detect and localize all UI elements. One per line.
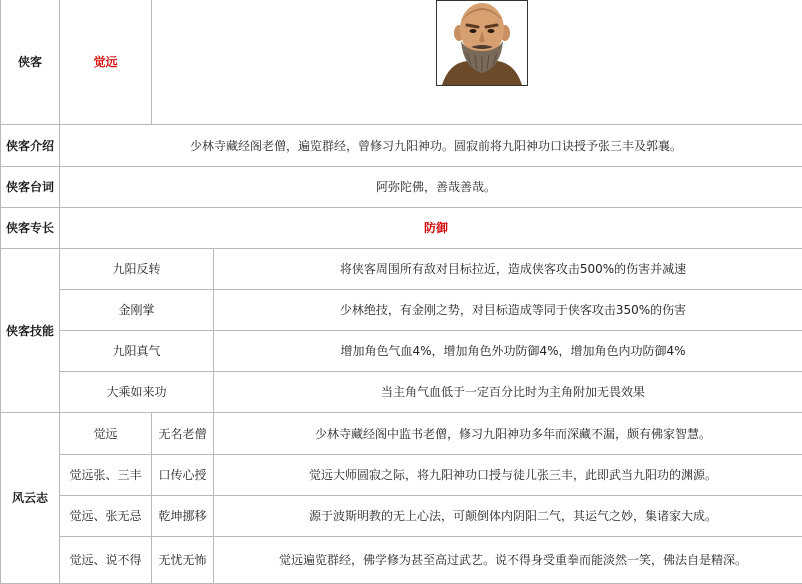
quote-label: 侠客台词 bbox=[1, 167, 60, 208]
specialty-row bbox=[1, 208, 802, 249]
intro-row bbox=[1, 125, 802, 167]
fengyun-desc: 觉远大师圆寂之际，将九阳神功口授与徒儿张三丰，此即武当九阳功的渊源。 bbox=[214, 455, 802, 496]
skill-desc: 少林绝技，有金刚之势，对目标造成等同于侠客攻击350%的伤害 bbox=[214, 290, 802, 331]
skill-desc: 增加角色气血4%，增加角色外功防御4%，增加角色内功防御4% bbox=[214, 331, 802, 372]
fengyun-row bbox=[1, 496, 802, 537]
quote-text: 阿弥陀佛，善哉善哉。 bbox=[60, 167, 802, 208]
hero-row bbox=[1, 0, 802, 125]
skill-name: 九阳反转 bbox=[60, 249, 214, 290]
portrait-cell bbox=[152, 0, 802, 125]
skills-label: 侠客技能 bbox=[1, 249, 60, 413]
fengyun-desc: 觉远遍览群经，佛学修为甚至高过武艺。说不得身受重拳而能淡然一笑，佛法自是精深。 bbox=[214, 537, 802, 584]
fengyun-people: 觉远、张无忌 bbox=[60, 496, 152, 537]
fengyun-title: 无忧无怖 bbox=[152, 537, 214, 584]
fengyun-title: 无名老僧 bbox=[152, 413, 214, 455]
skill-desc: 将侠客周围所有敌对目标拉近，造成侠客攻击500%的伤害并减速 bbox=[214, 249, 802, 290]
specialty-label: 侠客专长 bbox=[1, 208, 60, 249]
skill-desc: 当主角气血低于一定百分比时为主角附加无畏效果 bbox=[214, 372, 802, 413]
fengyun-row bbox=[1, 537, 802, 584]
fengyun-people: 觉远张、三丰 bbox=[60, 455, 152, 496]
intro-label: 侠客介绍 bbox=[1, 125, 60, 167]
fengyun-people: 觉远 bbox=[60, 413, 152, 455]
fengyun-title: 乾坤挪移 bbox=[152, 496, 214, 537]
hero-portrait bbox=[436, 0, 528, 86]
fengyun-people: 觉远、说不得 bbox=[60, 537, 152, 584]
fengyun-desc: 源于波斯明教的无上心法，可颠倒体内阴阳二气，其运气之妙，集诸家大成。 bbox=[214, 496, 802, 537]
skill-name: 九阳真气 bbox=[60, 331, 214, 372]
fengyun-label: 风云志 bbox=[1, 413, 60, 584]
skill-row bbox=[1, 331, 802, 372]
monk-portrait-image bbox=[437, 1, 527, 85]
fengyun-row bbox=[1, 413, 802, 455]
fengyun-row bbox=[1, 455, 802, 496]
skill-row bbox=[1, 249, 802, 290]
quote-row bbox=[1, 167, 802, 208]
intro-text: 少林寺藏经阁老僧，遍览群经，曾修习九阳神功。圆寂前将九阳神功口诀授予张三丰及郭襄。 bbox=[60, 125, 802, 167]
fengyun-desc: 少林寺藏经阁中监书老僧，修习九阳神功多年而深藏不漏，颇有佛家智慧。 bbox=[214, 413, 802, 455]
specialty-text: 防御 bbox=[60, 208, 802, 249]
fengyun-title: 口传心授 bbox=[152, 455, 214, 496]
skill-name: 大乘如来功 bbox=[60, 372, 214, 413]
hero-label: 侠客 bbox=[1, 0, 60, 125]
hero-name: 觉远 bbox=[60, 0, 152, 125]
skill-row bbox=[1, 372, 802, 413]
skill-row bbox=[1, 290, 802, 331]
skill-name: 金刚掌 bbox=[60, 290, 214, 331]
